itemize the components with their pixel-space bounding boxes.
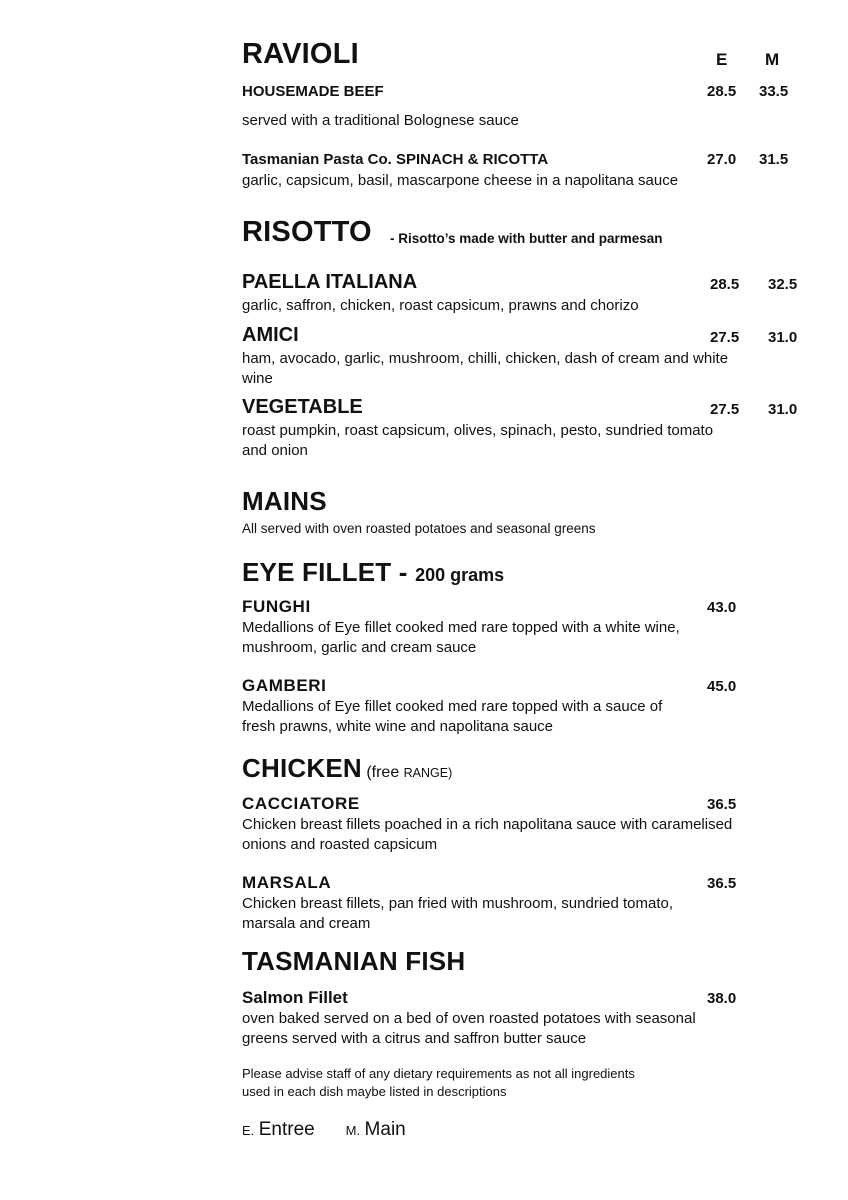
legend-main-key: M. <box>345 1123 361 1138</box>
dish-description-amici-line1: ham, avocado, garlic, mushroom, chilli, chicken, dash of cream and white <box>242 350 729 367</box>
price-entree-spinach-ricotta: 27.0 <box>707 151 737 168</box>
dish-name-paella-italiana: PAELLA ITALIANA <box>242 271 418 293</box>
price-marsala: 36.5 <box>707 875 737 892</box>
dish-name-cacciatore: CACCIATORE <box>242 794 360 813</box>
price-gamberi: 45.0 <box>707 678 737 695</box>
price-main-housemade-beef: 33.5 <box>759 83 789 100</box>
dish-name-housemade-beef: HOUSEMADE BEEF <box>242 83 384 100</box>
price-entree-vegetable: 27.5 <box>710 401 740 418</box>
price-cacciatore: 36.5 <box>707 796 737 813</box>
legend-entree-value: Entree <box>258 1119 315 1140</box>
price-main-amici: 31.0 <box>768 329 798 346</box>
main-column-header: M <box>765 50 780 69</box>
chicken-note-range: RANGE) <box>403 766 453 780</box>
dish-description-cacciatore-line1: Chicken breast fillets poached in a rich napolitana sauce with caramelised <box>242 816 733 833</box>
dish-description-funghi-line2: mushroom, garlic and cream sauce <box>242 639 477 656</box>
dish-description-spinach-ricotta: garlic, capsicum, basil, mascarpone cheese in a napolitana sauce <box>242 172 679 189</box>
dish-name-gamberi: GAMBERI <box>242 676 327 695</box>
dish-name-funghi: FUNGHI <box>242 597 311 616</box>
tasmanian-fish-heading: TASMANIAN FISH <box>242 946 466 976</box>
dietary-note-line2: used in each dish maybe listed in descriptions <box>242 1084 507 1099</box>
legend-main-value: Main <box>364 1119 406 1140</box>
dish-description-housemade-beef: served with a traditional Bolognese sauce <box>242 112 519 129</box>
dietary-note-line1: Please advise staff of any dietary requirements as not all ingredients <box>242 1066 635 1081</box>
dish-name-marsala: MARSALA <box>242 873 332 892</box>
dish-description-marsala-line1: Chicken breast fillets, pan fried with mushroom, sundried tomato, <box>242 895 674 912</box>
eye-fillet-weight: 200 grams <box>415 565 505 585</box>
price-entree-housemade-beef: 28.5 <box>707 83 737 100</box>
dish-description-marsala-line2: marsala and cream <box>242 915 371 932</box>
dish-description-gamberi-line1: Medallions of Eye fillet cooked med rare topped with a sauce of <box>242 698 663 715</box>
price-main-vegetable: 31.0 <box>768 401 798 418</box>
eye-fillet-heading-line <box>242 557 504 588</box>
legend-entree-key: E. <box>242 1123 255 1138</box>
risotto-heading: RISOTTO <box>242 216 372 248</box>
dish-description-funghi-line1: Medallions of Eye fillet cooked med rare topped with a white wine, <box>242 619 680 636</box>
chicken-note-free: (free <box>366 764 404 781</box>
mains-heading: MAINS <box>242 486 327 516</box>
price-entree-paella-italiana: 28.5 <box>710 276 740 293</box>
risotto-note: - Risotto’s made with butter and parmesan <box>390 231 663 246</box>
dish-description-gamberi-line2: fresh prawns, white wine and napolitana sauce <box>242 718 554 735</box>
dish-description-vegetable-line1: roast pumpkin, roast capsicum, olives, spinach, pesto, sundried tomato <box>242 422 714 439</box>
chicken-heading-line <box>242 753 452 784</box>
dish-description-paella-italiana: garlic, saffron, chicken, roast capsicum, prawns and chorizo <box>242 297 639 314</box>
ravioli-heading: RAVIOLI <box>242 38 359 70</box>
dish-description-salmon-line2: greens served with a citrus and saffron butter sauce <box>242 1030 587 1047</box>
price-funghi: 43.0 <box>707 599 737 616</box>
mains-note: All served with oven roasted potatoes and seasonal greens <box>242 521 596 536</box>
price-salmon-fillet: 38.0 <box>707 990 737 1007</box>
price-main-spinach-ricotta: 31.5 <box>759 151 789 168</box>
chicken-heading: CHICKEN <box>242 753 362 783</box>
price-entree-amici: 27.5 <box>710 329 740 346</box>
dish-name-salmon-fillet: Salmon Fillet <box>242 988 348 1007</box>
dish-description-cacciatore-line2: onions and roasted capsicum <box>242 836 438 853</box>
eye-fillet-heading: EYE FILLET - <box>242 557 416 587</box>
dish-description-salmon-line1: oven baked served on a bed of oven roasted potatoes with seasonal <box>242 1010 696 1027</box>
dish-description-amici-line2: wine <box>242 370 273 387</box>
entree-column-header: E <box>716 50 728 69</box>
dish-name-amici: AMICI <box>242 324 299 346</box>
price-main-paella-italiana: 32.5 <box>768 276 798 293</box>
dish-name-vegetable: VEGETABLE <box>242 396 363 418</box>
dish-description-vegetable-line2: and onion <box>242 442 308 459</box>
legend <box>242 1119 406 1141</box>
dish-name-spinach-ricotta: Tasmanian Pasta Co. SPINACH & RICOTTA <box>242 151 549 168</box>
